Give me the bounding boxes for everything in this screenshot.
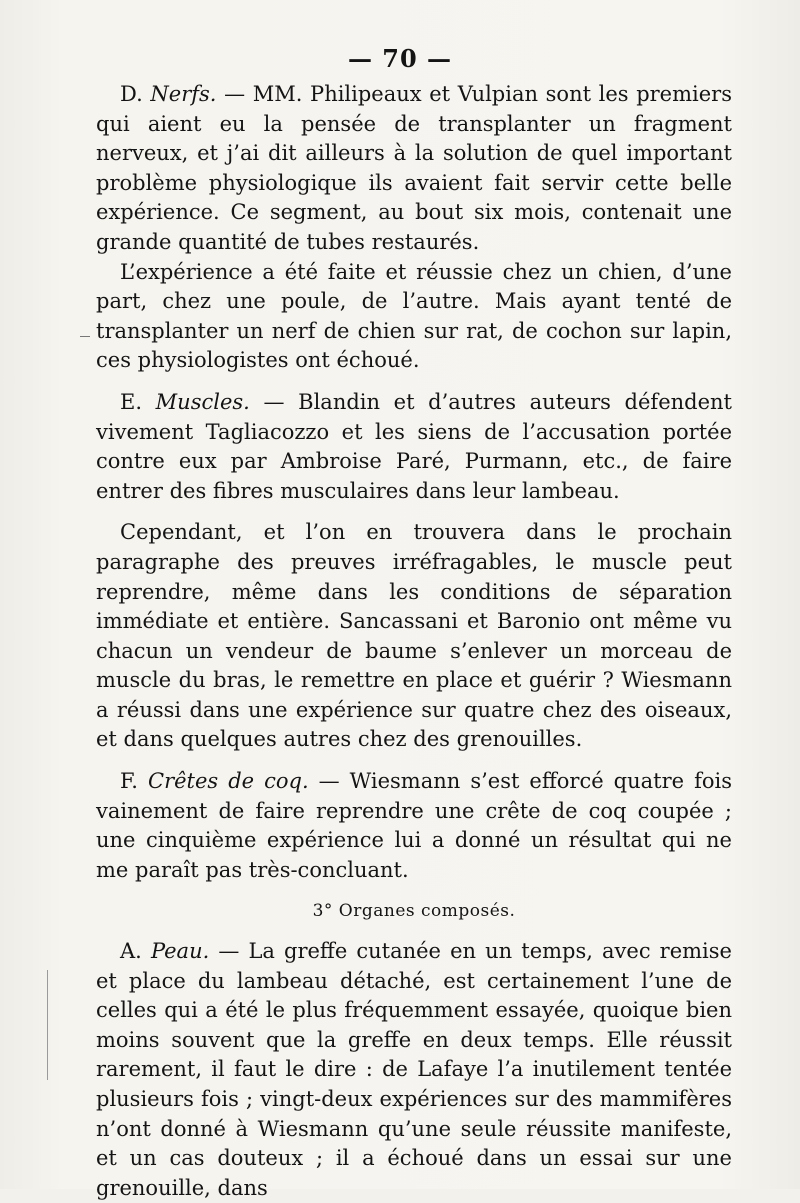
section-title-nerfs: Nerfs. <box>150 82 217 106</box>
paragraph-nerfs-2 <box>96 258 732 376</box>
paragraph-peau <box>96 937 732 1203</box>
section-title-cretes: Crêtes de coq. <box>148 769 309 794</box>
section-title-muscles: Muscles. <box>155 389 250 414</box>
margin-mark <box>80 336 90 337</box>
subsection-heading: 3° Organes composés. <box>312 901 516 922</box>
paragraph-cretes <box>96 767 732 885</box>
section-label: D. <box>120 82 143 106</box>
section-label: A. <box>120 939 142 964</box>
page-body <box>96 80 732 1203</box>
paragraph-muscles-2 <box>96 518 732 755</box>
margin-rule <box>47 970 48 1080</box>
paragraph-text: Cependant, et l’on en trouvera dans le prochain paragraphe des preuves irréfragables, le muscle peut reprendre, même dans les conditions de séparation immédiate et entière. Sancassani et Baronio ont même vu chacun un vendeur de baume s’enlever un morceau de muscle du bras, le remettre en place et guérir ? Wiesmann a réussi dans une expérience sur quatre chez des oiseaux, et dans quelques autres chez des grenouilles. <box>96 520 732 752</box>
paragraph-text: — Blandin et d’autres auteurs défendent vivement Tagliacozzo et les siens de l’accusation portée contre eux par Ambroise Paré, Purmann, etc., de faire entrer des fibres musculaires dans leur lambeau. <box>96 389 732 503</box>
paragraph-nerfs <box>96 80 732 258</box>
paragraph-text: — Wiesmann s’est efforcé quatre fois vainement de faire reprendre une crête de coq coupée ; une cinquième expérience lui a donné un résultat qui ne me paraît pas très-concluant. <box>96 769 732 882</box>
paragraph-text: — MM. Philipeaux et Vulpian sont les premiers qui aient eu la pensée de transplanter un fragment nerveux, et j’ai dit ailleurs à la solution de quel important problème physiologique ils avaient fait servir cette belle expérience. Ce segment, au bout six mois, contenait une grande quantité de tubes restaurés. <box>96 82 732 254</box>
section-label: F. <box>120 769 138 794</box>
paragraph-text: — La greffe cutanée en un temps, avec remise et place du lambeau détaché, est certainement l’une de celles qui a été le plus fréquemment essayée, quoique bien moins souvent que la greffe en deux temps. Elle réussit rarement, il faut le dire : de Lafaye l’a inutilement tentée plusieurs fois ; vingt-deux expériences sur des mammifères n’ont donné à Wiesmann qu’une seule réussite manifeste, et un cas douteux ; il a échoué dans un essai sur une grenouille, dans <box>96 939 732 1200</box>
page-number: — 70 — <box>347 44 453 73</box>
paragraph-muscles <box>96 388 732 506</box>
section-title-peau: Peau. <box>150 939 210 964</box>
section-label: E. <box>120 389 143 414</box>
paragraph-text: L’expérience a été faite et réussie chez un chien, d’une part, chez une poule, de l’autre. Mais ayant tenté de transplanter un nerf de chien sur rat, de cochon sur lapin, ces physiologistes ont échoué. <box>96 259 732 373</box>
